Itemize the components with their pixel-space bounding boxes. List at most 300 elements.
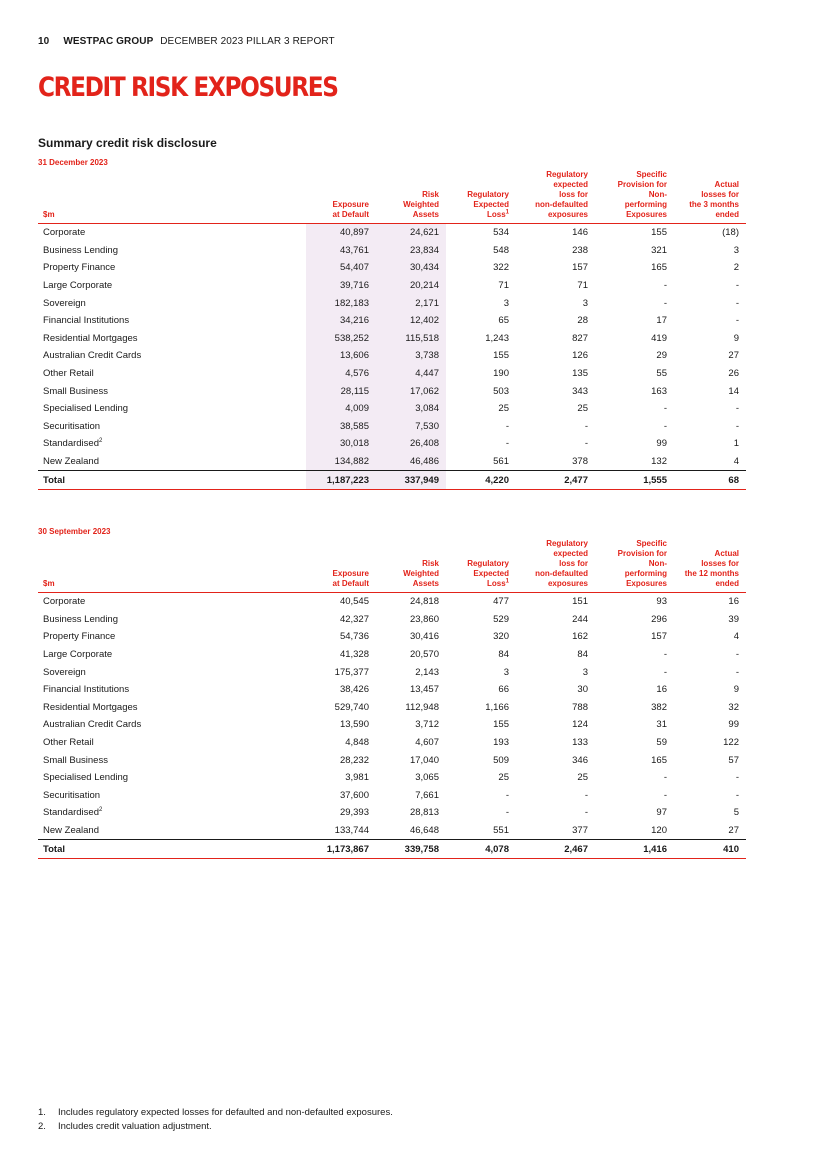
header-line: expected [553,549,588,558]
cell-text: - [663,789,667,801]
footnote-ref: 1 [505,209,509,216]
cell-value [674,787,746,805]
cell-text: 561 [493,456,509,468]
cell-text: 28,232 [339,754,369,766]
cell-text: 4,576 [345,368,369,380]
cell-text: 827 [572,332,588,344]
cell-value [376,400,446,418]
header-line: loss for [559,190,588,199]
cell-value [446,681,516,699]
cell-text: - [663,666,667,678]
table-row [38,435,746,453]
cell-value [446,400,516,418]
cell-value [674,699,746,717]
cell-value [306,453,376,471]
cell-text: 46,486 [409,456,439,468]
cell-text: 26 [728,368,739,380]
cell-text: 30,018 [339,438,369,450]
section-title: Summary credit risk disclosure [38,136,217,150]
row-label [38,593,306,611]
cell-value [376,224,446,242]
cell-value [446,822,516,840]
header-line: Expected [473,569,509,578]
cell-text: - [505,807,509,819]
cell-text: 23,834 [409,244,439,256]
cell-value [306,330,376,348]
table-row [38,330,746,348]
table-row [38,699,746,717]
table-row [38,453,746,471]
row-label [38,312,306,330]
cell-value [446,418,516,436]
cell-text: Securitisation [43,789,101,801]
cell-text: 165 [651,754,667,766]
cell-value [595,751,674,769]
cell-value [306,242,376,260]
cell-value [516,769,595,787]
cell-value [446,277,516,295]
total-value: 2,467 [516,840,595,859]
cell-text: 182,183 [334,297,369,309]
cell-value [376,699,446,717]
cell-text: 124 [572,719,588,731]
table-row [38,716,746,734]
cell-text: 29,393 [339,807,369,819]
header-line: Regulatory [467,559,509,568]
row-label [38,628,306,646]
column-header-unit: $m [38,170,306,224]
header-line: non-defaulted [535,569,588,578]
cell-text: 20,214 [409,280,439,292]
cell-value [376,628,446,646]
cell-text: 25 [498,403,509,415]
total-label: Total [38,471,306,490]
cell-text: 529 [493,613,509,625]
cell-value [516,435,595,453]
cell-text: Large Corporate [43,649,113,661]
cell-value [516,453,595,471]
cell-value [446,628,516,646]
row-label [38,259,306,277]
table-row [38,804,746,822]
cell-value [674,751,746,769]
cell-value [306,646,376,664]
cell-text: - [584,420,588,432]
cell-value [446,312,516,330]
row-label [38,699,306,717]
cell-text: 321 [651,244,667,256]
cell-text: 120 [651,825,667,837]
cell-text: 28,813 [409,807,439,819]
cell-text: 134,882 [334,456,369,468]
total-value: 4,220 [446,471,516,490]
total-value: 68 [674,471,746,490]
cell-value [595,418,674,436]
cell-value [516,593,595,611]
cell-value [446,435,516,453]
cell-value [376,751,446,769]
table-row [38,663,746,681]
table-row [38,822,746,840]
cell-text: 97 [656,807,667,819]
header-line: Exposure [332,200,369,209]
cell-text: 548 [493,244,509,256]
column-header-unit: $m [38,539,306,593]
table-row [38,294,746,312]
table-row [38,347,746,365]
total-value: 1,555 [595,471,674,490]
cell-text: 7,530 [415,420,439,432]
cell-text: Other Retail [43,368,94,380]
cell-value [446,294,516,312]
cell-text: 4,848 [345,737,369,749]
cell-text: 16 [728,596,739,608]
cell-text: 157 [572,262,588,274]
cell-value [674,628,746,646]
footnote-2: 2. Includes credit valuation adjustment. [38,1121,212,1132]
total-value: 1,173,867 [306,840,376,859]
cell-text: 382 [651,701,667,713]
cell-value [446,611,516,629]
table-row [38,365,746,383]
cell-text: 17,062 [409,385,439,397]
column-header-regulatory-expected-loss-non-defaulted [516,170,595,224]
row-label [38,242,306,260]
cell-value [516,382,595,400]
cell-value [674,418,746,436]
header-line: ended [715,579,739,588]
cell-value [674,646,746,664]
column-header-risk-weighted-assets [376,539,446,593]
cell-text: 135 [572,368,588,380]
cell-text: 38,426 [339,684,369,696]
table-row [38,787,746,805]
cell-text: 155 [493,719,509,731]
cell-value [446,663,516,681]
cell-text: 7,661 [415,789,439,801]
cell-text: Residential Mortgages [43,701,138,713]
table-row [38,224,746,242]
table-row [38,277,746,295]
cell-text: 57 [728,754,739,766]
cell-text: 346 [572,754,588,766]
footnotes [38,1106,393,1134]
cell-value [446,804,516,822]
cell-text: 146 [572,227,588,239]
cell-value [446,699,516,717]
footnote-ref: 2 [98,438,103,445]
cell-value [446,330,516,348]
cell-text: - [663,297,667,309]
cell-value [446,365,516,383]
cell-value [674,435,746,453]
cell-value [674,400,746,418]
column-header-regulatory-expected-loss-non-defaulted [516,539,595,593]
cell-text: 4 [733,456,739,468]
cell-text: Property Finance [43,631,116,643]
cell-text: 1 [733,438,739,450]
row-label [38,681,306,699]
header-line: exposures [547,210,588,219]
cell-value [306,681,376,699]
total-value: 337,949 [376,471,446,490]
row-label [38,822,306,840]
cell-text: 3,065 [415,772,439,784]
header-line: Exposures [626,579,667,588]
cell-text: - [663,649,667,661]
cell-value [595,646,674,664]
row-label [38,804,306,822]
cell-value [595,628,674,646]
cell-value [516,663,595,681]
cell-value [516,734,595,752]
cell-text: - [663,403,667,415]
cell-text: 30,416 [409,631,439,643]
footnote-1: 1. Includes regulatory expected losses for defaulted and non-defaulted exposures. [38,1107,393,1118]
cell-text: 84 [498,649,509,661]
column-header-specific-provision [595,539,674,593]
cell-value [595,224,674,242]
cell-text: 162 [572,631,588,643]
cell-value [306,769,376,787]
cell-value [376,418,446,436]
cell-text: 4,009 [345,403,369,415]
cell-value [306,611,376,629]
cell-value [595,681,674,699]
header-line: Specific [636,539,667,548]
cell-value [376,242,446,260]
cell-value [674,242,746,260]
cell-text: 38,585 [339,420,369,432]
cell-value [595,699,674,717]
row-label [38,751,306,769]
cell-value [376,822,446,840]
cell-text: 54,407 [339,262,369,274]
cell-text: 3 [582,666,588,678]
header-line: Specific [636,170,667,179]
row-label [38,400,306,418]
total-value: 410 [674,840,746,859]
cell-text: - [735,772,739,784]
cell-text: 71 [577,280,588,292]
period-label: 31 December 2023 [38,158,108,167]
cell-text: Sovereign [43,297,86,309]
cell-text: 296 [651,613,667,625]
row-label [38,382,306,400]
column-header-exposure-at-default [306,539,376,593]
cell-text: New Zealand [43,456,99,468]
column-header-actual-losses [674,170,746,224]
cell-value [674,277,746,295]
cell-text: 322 [493,262,509,274]
table-row [38,734,746,752]
cell-text: 16 [656,684,667,696]
column-header-exposure-at-default [306,170,376,224]
cell-text: Large Corporate [43,280,113,292]
cell-text: 66 [498,684,509,696]
cell-value [516,804,595,822]
table-row [38,418,746,436]
cell-value [674,224,746,242]
cell-value [674,312,746,330]
cell-text: 54,736 [339,631,369,643]
cell-text: 155 [493,350,509,362]
cell-text: 43,761 [339,244,369,256]
cell-value [595,294,674,312]
cell-value [674,681,746,699]
cell-text: 534 [493,227,509,239]
cell-text: 503 [493,385,509,397]
cell-value [516,699,595,717]
cell-text: 1,166 [485,701,509,713]
row-label [38,435,306,453]
cell-value [516,277,595,295]
credit-risk-table [38,539,746,859]
cell-text: 419 [651,332,667,344]
cell-value [674,611,746,629]
cell-value [516,224,595,242]
cell-text: 155 [651,227,667,239]
cell-value [306,787,376,805]
cell-value [306,822,376,840]
cell-text: - [505,789,509,801]
row-label [38,277,306,295]
cell-value [376,593,446,611]
header-line: Risk [422,559,439,568]
table-row [38,400,746,418]
cell-value [595,663,674,681]
cell-text: 151 [572,596,588,608]
header-line: Loss [486,210,506,219]
cell-text: 12,402 [409,315,439,327]
cell-text: 65 [498,315,509,327]
cell-text: 163 [651,385,667,397]
cell-value [306,259,376,277]
cell-value [674,382,746,400]
cell-value [595,787,674,805]
cell-text: - [663,772,667,784]
table-row [38,242,746,260]
cell-text: 126 [572,350,588,362]
cell-value [674,716,746,734]
cell-text: Small Business [43,754,108,766]
cell-text: 3,981 [345,772,369,784]
cell-value [516,646,595,664]
cell-text: 34,216 [339,315,369,327]
cell-text: 132 [651,456,667,468]
cell-value [516,787,595,805]
cell-value [306,699,376,717]
cell-text: - [663,280,667,292]
cell-text: 55 [656,368,667,380]
cell-text: 13,606 [339,350,369,362]
cell-text: Corporate [43,596,86,608]
cell-text: Australian Credit Cards [43,719,142,731]
cell-value [516,400,595,418]
cell-value [376,646,446,664]
row-label [38,453,306,471]
period-label: 30 September 2023 [38,527,111,536]
report-name: DECEMBER 2023 PILLAR 3 REPORT [160,36,335,47]
header-line: Risk [422,190,439,199]
header-line: Actual [714,549,739,558]
cell-value [674,769,746,787]
cell-value [516,751,595,769]
credit-risk-table [38,170,746,490]
cell-text: 4,447 [415,368,439,380]
cell-text: New Zealand [43,825,99,837]
cell-text: 32 [728,701,739,713]
table-row [38,769,746,787]
cell-text: 538,252 [334,332,369,344]
cell-text: Residential Mortgages [43,332,138,344]
cell-value [516,681,595,699]
row-label [38,365,306,383]
cell-text: - [735,666,739,678]
cell-text: - [505,420,509,432]
header-line: losses for [701,559,739,568]
row-label [38,716,306,734]
cell-value [595,277,674,295]
cell-value [674,663,746,681]
cell-text: - [584,789,588,801]
cell-value [446,593,516,611]
cell-text: - [735,280,739,292]
cell-value [376,277,446,295]
september-2023-table-section [38,527,746,859]
cell-text: Standardised [43,807,99,819]
column-header-risk-weighted-assets [376,170,446,224]
cell-text: 27 [728,825,739,837]
row-label [38,330,306,348]
header-line: exposures [547,579,588,588]
cell-text: 377 [572,825,588,837]
cell-text: 25 [577,772,588,784]
cell-value [376,435,446,453]
cell-value [306,365,376,383]
table-row [38,611,746,629]
cell-value [595,611,674,629]
cell-text: Financial Institutions [43,684,130,696]
cell-value [446,716,516,734]
cell-text: 343 [572,385,588,397]
cell-value [516,716,595,734]
cell-text: 30 [577,684,588,696]
row-label [38,418,306,436]
cell-text: Securitisation [43,420,101,432]
cell-text: 3 [582,297,588,309]
cell-text: 122 [723,737,739,749]
cell-value [376,330,446,348]
cell-value [446,259,516,277]
cell-value [595,400,674,418]
cell-value [446,347,516,365]
cell-value [595,242,674,260]
header-line: Loss [486,579,506,588]
cell-text: Sovereign [43,666,86,678]
cell-text: 3 [503,297,509,309]
row-label [38,611,306,629]
table-row [38,646,746,664]
cell-value [306,804,376,822]
header-line: performing [624,569,667,578]
cell-text: 788 [572,701,588,713]
cell-text: 529,740 [334,701,369,713]
cell-value [376,716,446,734]
cell-value [595,593,674,611]
cell-value [376,259,446,277]
header-line: Expected [473,200,509,209]
